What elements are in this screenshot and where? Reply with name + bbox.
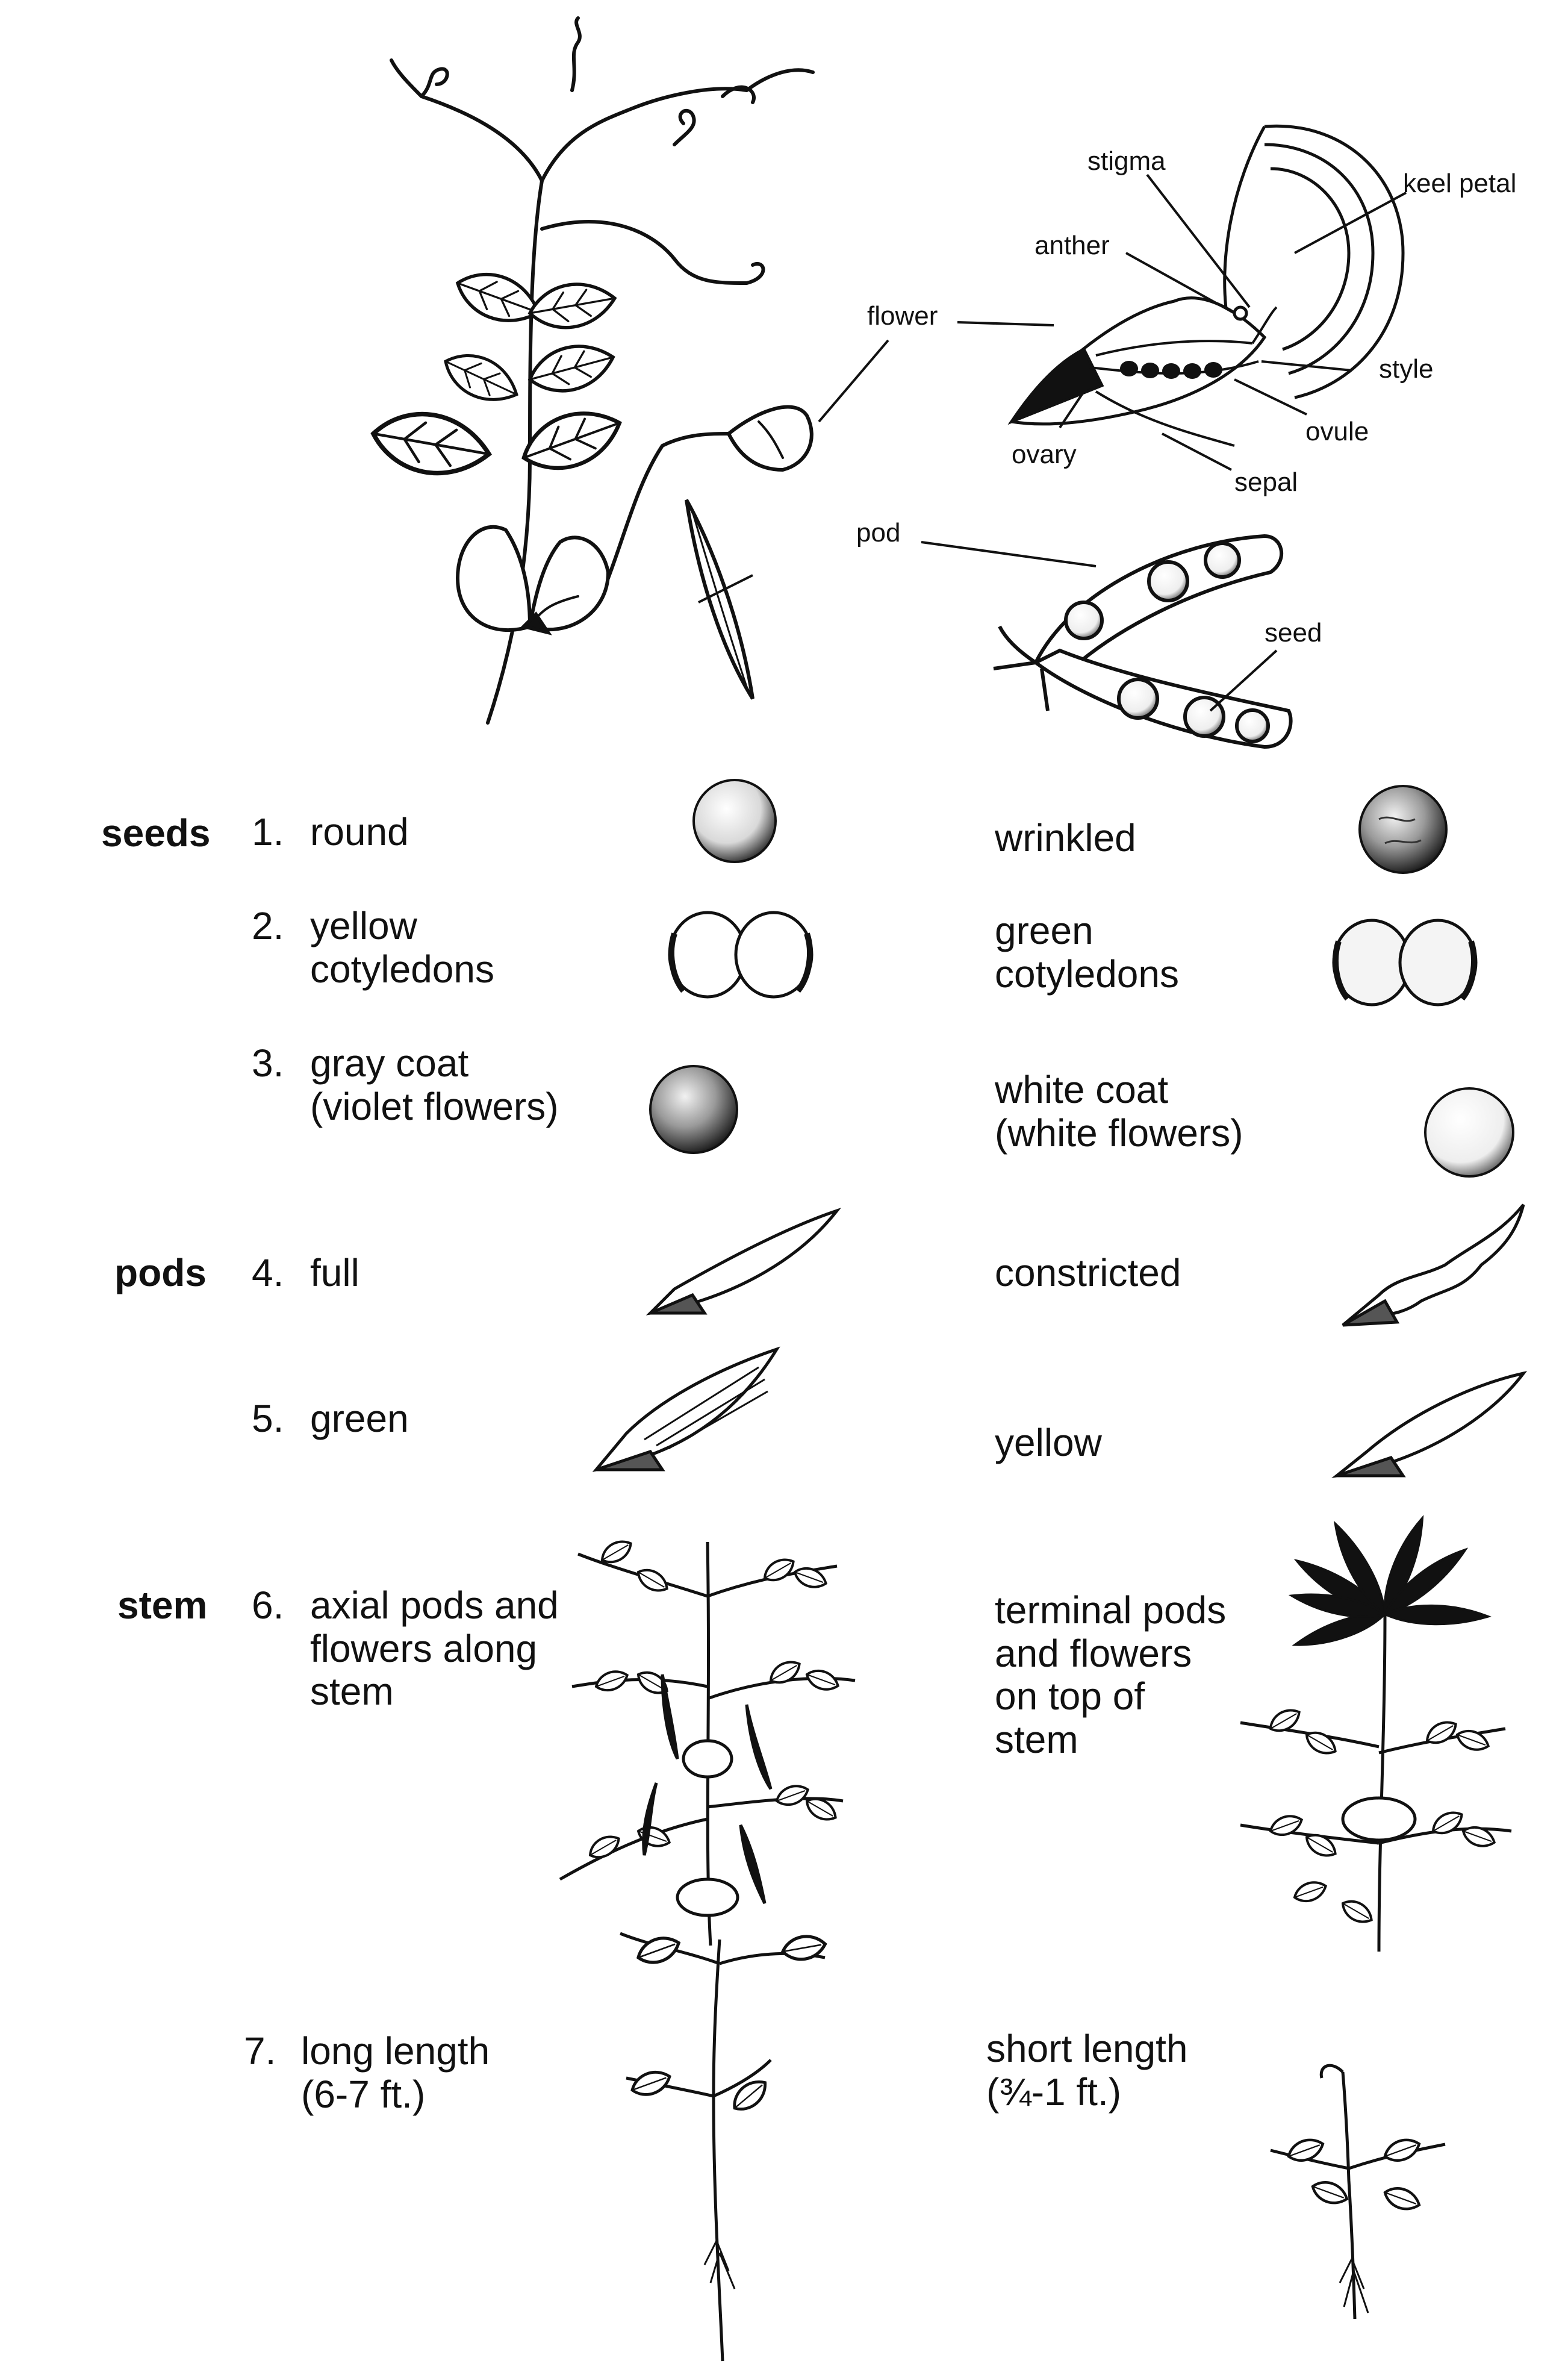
label-sepal: sepal (1234, 467, 1298, 497)
category-pods: pods (114, 1251, 207, 1294)
category-stem: stem (117, 1584, 208, 1627)
flower-cross-section (1012, 126, 1403, 446)
trait-number: 7. (244, 2029, 276, 2073)
trait-recessive: short length (¾-1 ft.) (986, 2027, 1188, 2114)
label-style: style (1379, 354, 1434, 384)
constricted-pod-icon (1343, 1205, 1523, 1325)
axial-pods-plant-icon (560, 1536, 855, 1946)
yellow-pod-icon (1337, 1373, 1523, 1476)
yellow-cotyledons-icon (670, 913, 812, 997)
white-coat-seed-icon (1425, 1088, 1513, 1176)
trait-number: 3. (252, 1041, 284, 1085)
pea-plant-illustration (369, 18, 813, 723)
category-seeds: seeds (101, 811, 211, 855)
trait-number: 4. (252, 1251, 284, 1294)
trait-dominant: round (310, 810, 409, 854)
label-ovary: ovary (1012, 440, 1077, 469)
label-flower: flower (867, 301, 938, 331)
label-keel-petal: keel petal (1403, 169, 1517, 198)
trait-recessive: green cotyledons (995, 909, 1179, 996)
label-ovule: ovule (1305, 417, 1369, 446)
round-seed-icon (694, 780, 776, 862)
trait-recessive: white coat (white flowers) (995, 1068, 1243, 1155)
trait-recessive: wrinkled (995, 816, 1136, 860)
long-length-plant-icon (620, 1932, 827, 2361)
label-anther: anther (1034, 231, 1110, 260)
full-pod-icon (650, 1211, 837, 1313)
trait-dominant: green (310, 1397, 409, 1440)
trait-recessive: yellow (995, 1421, 1102, 1464)
trait-number: 2. (252, 904, 284, 947)
trait-dominant: axial pods and flowers along stem (310, 1584, 559, 1714)
label-seed: seed (1265, 618, 1322, 648)
label-pod: pod (856, 518, 901, 548)
green-cotyledons-icon (1334, 920, 1476, 1005)
open-pod-illustration (994, 536, 1291, 747)
trait-dominant: long length (6-7 ft.) (301, 2029, 490, 2116)
trait-number: 5. (252, 1397, 284, 1440)
terminal-pods-plant-icon (1240, 1517, 1511, 1952)
trait-number: 6. (252, 1584, 284, 1627)
label-stigma: stigma (1087, 146, 1166, 176)
trait-number: 1. (252, 810, 284, 854)
trait-dominant: full (310, 1251, 359, 1294)
green-pod-icon (596, 1349, 777, 1470)
trait-recessive: terminal pods and flowers on top of stem (995, 1588, 1227, 1762)
trait-dominant: yellow cotyledons (310, 904, 494, 991)
short-length-plant-icon (1271, 2065, 1445, 2319)
trait-recessive: constricted (995, 1251, 1181, 1294)
wrinkled-seed-icon (1360, 786, 1446, 873)
trait-dominant: gray coat (violet flowers) (310, 1041, 559, 1128)
gray-coat-seed-icon (650, 1066, 737, 1153)
